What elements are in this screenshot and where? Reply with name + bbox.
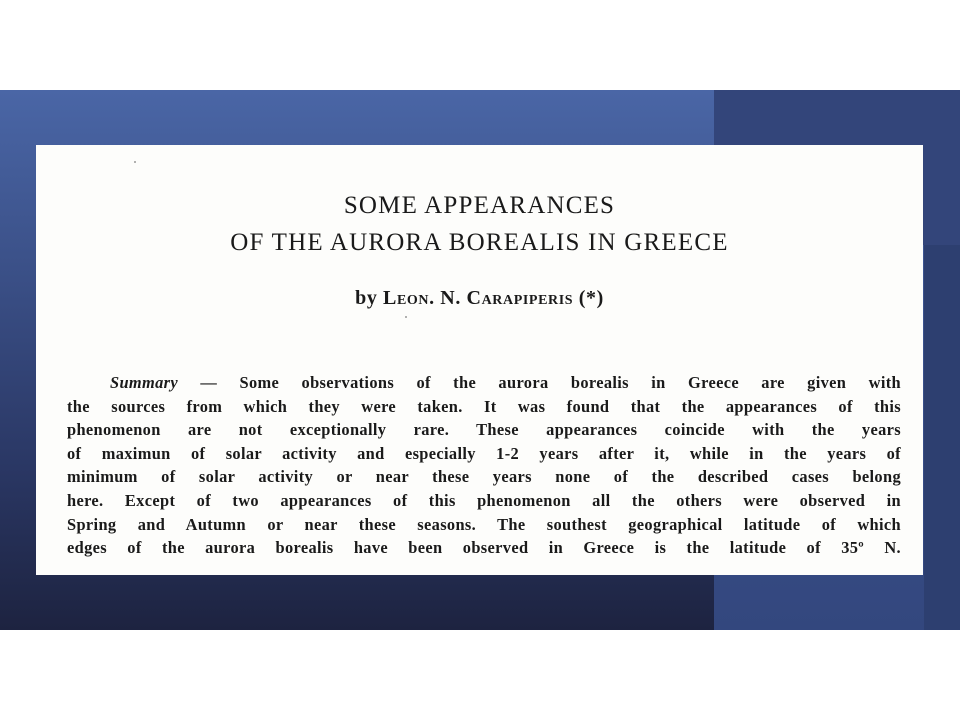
author-prefix: by (355, 287, 378, 309)
summary-line: the sources from which they were taken. It was found that the appearances of this (67, 396, 901, 416)
author-footnote-marker: (*) (578, 287, 604, 309)
scan-speck (134, 161, 136, 163)
summary-line: of maximun of solar activity and especially 1-2 years after it, while in the years of (67, 443, 901, 463)
summary-line: phenomenon are not exceptionally rare. These appearances coincide with the years (67, 420, 901, 440)
summary-dash: — (200, 373, 218, 392)
summary-line-text: Some observations of the aurora borealis in Greece are given with (239, 373, 901, 392)
summary-line (67, 371, 901, 395)
paper-author-line (36, 287, 923, 310)
author-name: Leon. N. Carapiperis (383, 287, 574, 309)
summary-line: Spring and Autumn or near these seasons. The southest geographical latitude of which (67, 514, 901, 534)
summary-line: here. Except of two appearances of this phenomenon all the others were observed in (67, 490, 901, 510)
paper-excerpt-image (36, 145, 923, 575)
summary-label: Summary (110, 373, 179, 392)
summary-paragraph (67, 371, 901, 560)
scan-speck (405, 316, 407, 318)
paper-title-line-2: OF THE AURORA BOREALIS IN GREECE (230, 229, 729, 256)
summary-line: edges of the aurora borealis have been observed in Greece is the latitude of 35º N. (67, 538, 901, 558)
band-edge-right (924, 245, 960, 630)
paper-title (36, 187, 923, 261)
summary-line: minimum of solar activity or near these years none of the described cases belong (67, 467, 901, 487)
paper-title-line-1: SOME APPEARANCES (343, 192, 616, 219)
